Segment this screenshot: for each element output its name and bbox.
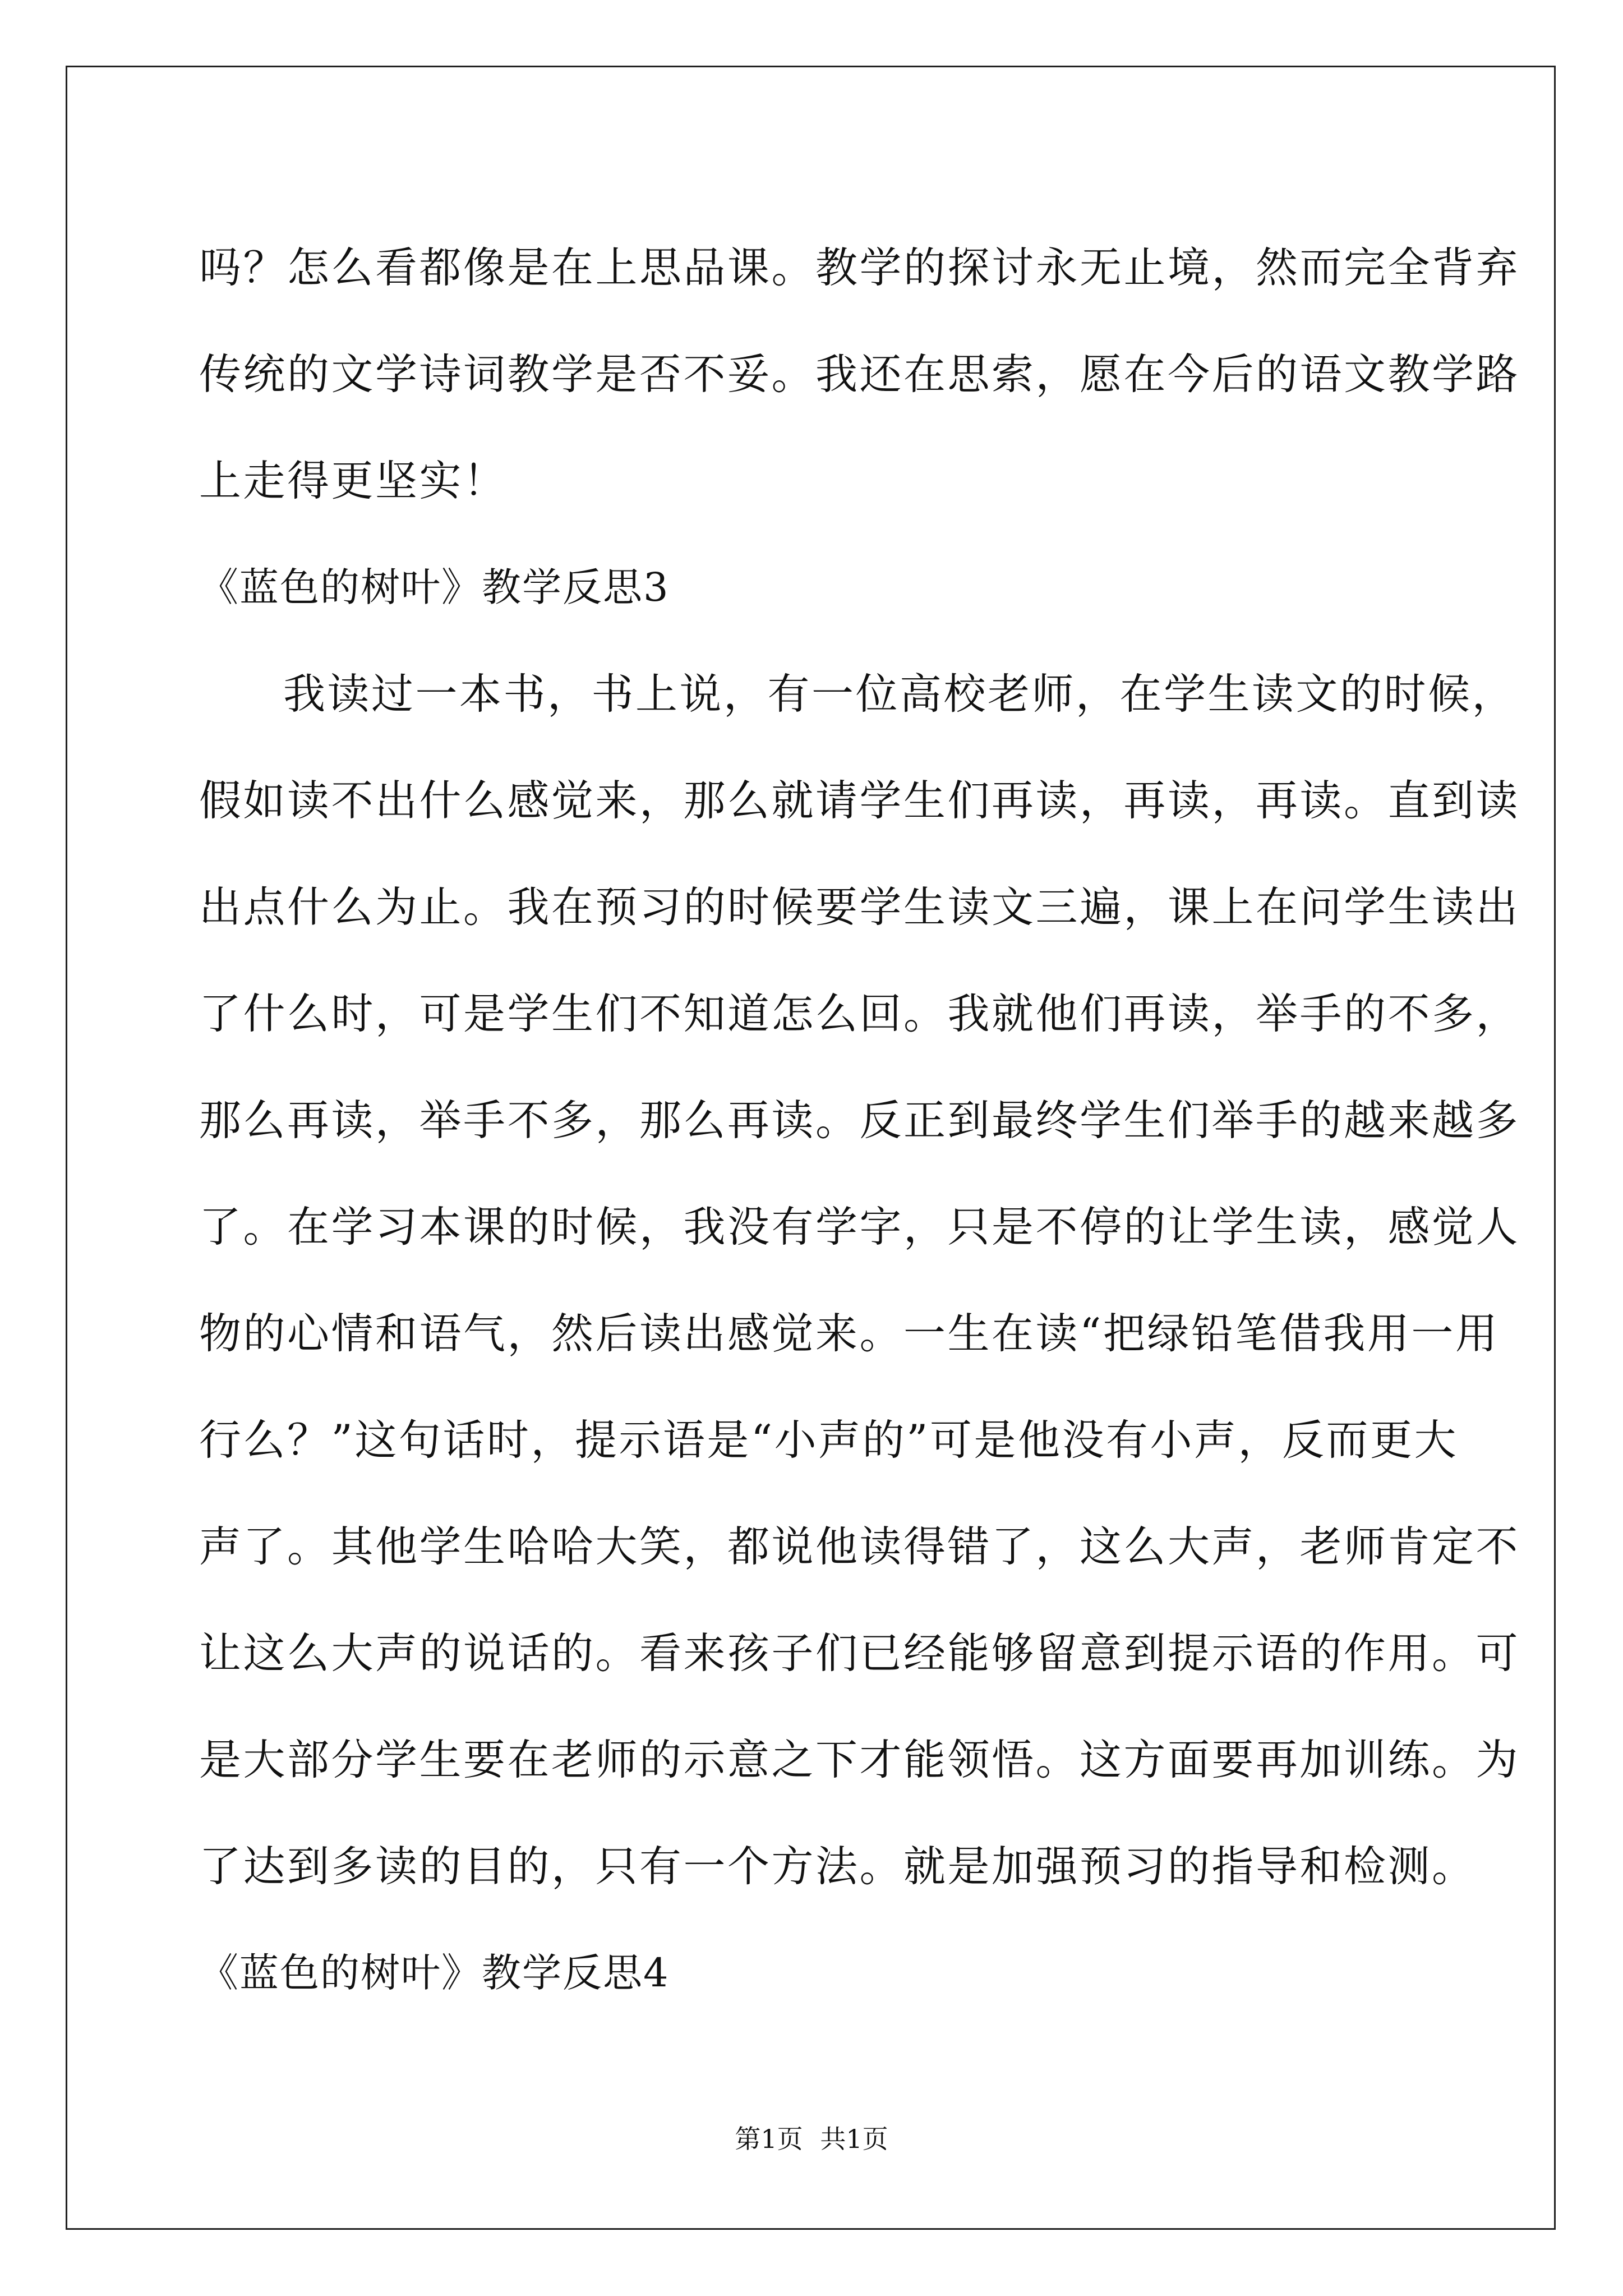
- section-heading-4: 《蓝色的树叶》教学反思4: [199, 1950, 670, 1996]
- section-heading-3: 《蓝色的树叶》教学反思3: [199, 564, 670, 610]
- text-line: 了达到多读的目的，只有一个方法。就是加强预习的指导和检测。: [199, 1842, 1476, 1891]
- text-line: 传统的文学诗词教学是否不妥。我还在思索，愿在今后的语文教学路: [199, 349, 1520, 399]
- text-line: 声了。其他学生哈哈大笑，都说他读得错了，这么大声，老师肯定不: [199, 1522, 1520, 1571]
- text-line: 那么再读，举手不多，那么再读。反正到最终学生们举手的越来越多: [199, 1096, 1520, 1145]
- page-total: 共1页: [820, 2124, 888, 2154]
- page-number: 第1页: [735, 2124, 803, 2154]
- text-line: 了。在学习本课的时候，我没有学字，只是不停的让学生读，感觉人: [199, 1202, 1520, 1251]
- text-line: 吗？怎么看都像是在上思品课。教学的探讨永无止境，然而完全背弃: [199, 243, 1520, 292]
- text-line: 是大部分学生要在老师的示意之下才能领悟。这方面要再加训练。为: [199, 1735, 1520, 1784]
- text-line: 上走得更坚实！: [199, 456, 508, 505]
- text-line: 行么？”这句话时，提示语是“小声的”可是他没有小声，反而更大: [199, 1415, 1459, 1465]
- text-line: 出点什么为止。我在预习的时候要学生读文三遍，课上在问学生读出: [199, 882, 1520, 932]
- page-footer: [0, 2123, 1623, 2155]
- text-line: 物的心情和语气，然后读出感觉来。一生在读“把绿铅笔借我用一用: [199, 1309, 1500, 1358]
- document-body: [199, 214, 1520, 2026]
- text-line: 假如读不出什么感觉来，那么就请学生们再读，再读，再读。直到读: [199, 776, 1520, 825]
- text-line: 让这么大声的说话的。看来孩子们已经能够留意到提示语的作用。可: [199, 1628, 1520, 1678]
- paragraph-first-line: 我读过一本书，书上说，有一位高校老师，在学生读文的时候，: [283, 669, 1516, 719]
- text-line: 了什么时，可是学生们不知道怎么回。我就他们再读，举手的不多，: [199, 989, 1520, 1038]
